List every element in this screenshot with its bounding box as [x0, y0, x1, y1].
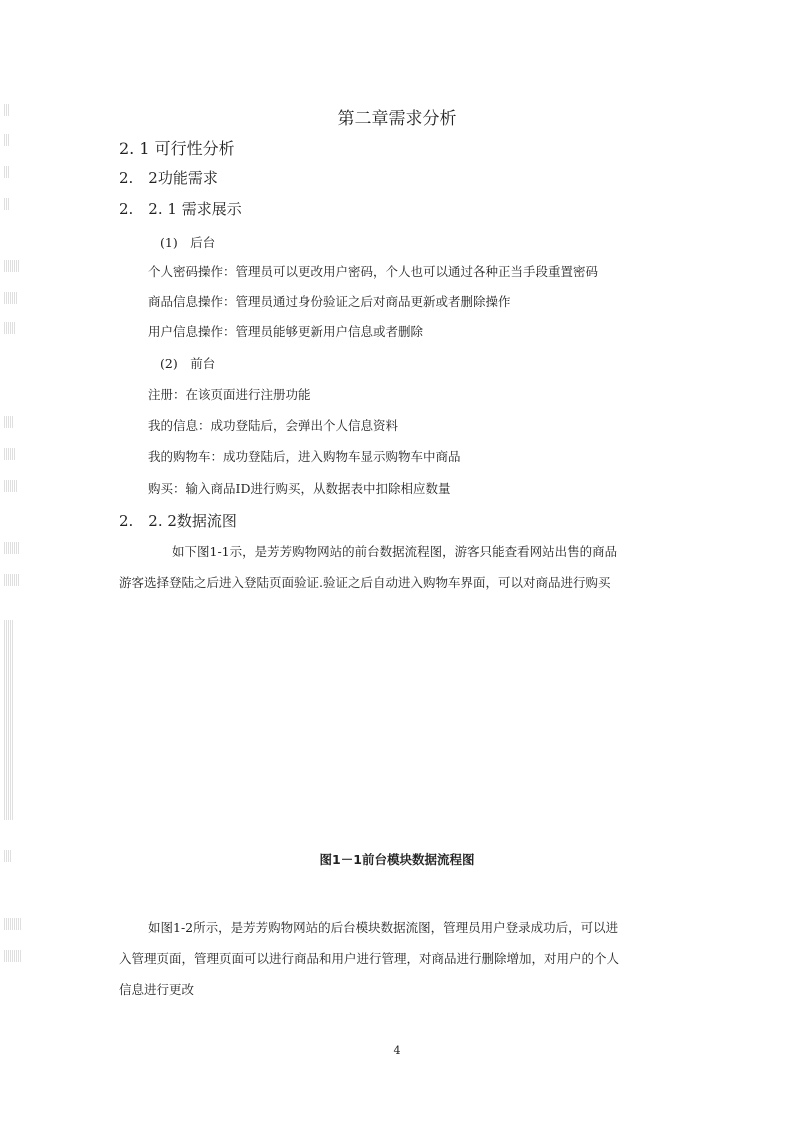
scan-mark	[4, 322, 16, 334]
backend-item: 商品信息操作：管理员通过身份验证之后对商品更新或者删除操作	[148, 294, 511, 309]
figure-caption: 图1－1前台模块数据流程图	[319, 852, 475, 867]
scan-mark	[4, 950, 22, 962]
scan-mark	[4, 448, 16, 460]
section-2-1-heading: 2. 1 可行性分析	[119, 139, 235, 158]
page-number: 4	[393, 1044, 401, 1057]
frontend-label: (2) 前台	[160, 356, 216, 371]
frontend-item: 注册：在该页面进行注册功能	[148, 387, 311, 402]
scan-mark	[4, 198, 10, 210]
scan-mark	[4, 574, 20, 586]
frontend-item: 购买：输入商品ID进行购买，从数据表中扣除相应数量	[148, 481, 451, 496]
scan-mark	[4, 620, 14, 820]
paragraph2-line: 入管理页面，管理页面可以进行商品和用户进行管理，对商品进行删除增加，对用户的个人	[119, 951, 620, 966]
scan-mark	[4, 166, 10, 178]
figure-1-1-area	[119, 600, 675, 830]
scan-mark	[4, 480, 18, 492]
scan-mark	[4, 416, 14, 428]
chapter-title: 第二章需求分析	[337, 109, 457, 129]
paragraph1-line: 如下图1-1示，是芳芳购物网站的前台数据流程图，游客只能查看网站出售的商品	[172, 544, 618, 559]
scan-mark	[4, 292, 18, 304]
paragraph2-line: 如图1-2所示，是芳芳购物网站的后台模块数据流图，管理员用户登录成功后，可以进	[148, 920, 619, 935]
scan-mark	[4, 918, 22, 930]
paragraph1-line: 游客选择登陆之后进入登陆页面验证.验证之后自动进入购物车界面，可以对商品进行购买	[119, 575, 611, 590]
section-2-2-heading: 2. 2功能需求	[119, 169, 218, 187]
backend-label: (1) 后台	[160, 235, 216, 250]
frontend-item: 我的购物车：成功登陆后，进入购物车显示购物车中商品	[148, 449, 461, 464]
frontend-item: 我的信息：成功登陆后，会弹出个人信息资料	[148, 418, 399, 433]
paragraph2-line: 信息进行更改	[119, 982, 195, 997]
backend-item: 个人密码操作：管理员可以更改用户密码，个人也可以通过各种正当手段重置密码	[148, 264, 599, 279]
section-2-2-2-heading: 2. 2. 2数据流图	[119, 512, 237, 530]
scan-mark	[4, 542, 20, 554]
backend-item: 用户信息操作：管理员能够更新用户信息或者删除	[148, 324, 424, 339]
section-2-2-1-heading: 2. 2. 1 需求展示	[119, 200, 242, 218]
scan-mark	[4, 260, 20, 272]
scan-mark	[4, 134, 10, 146]
